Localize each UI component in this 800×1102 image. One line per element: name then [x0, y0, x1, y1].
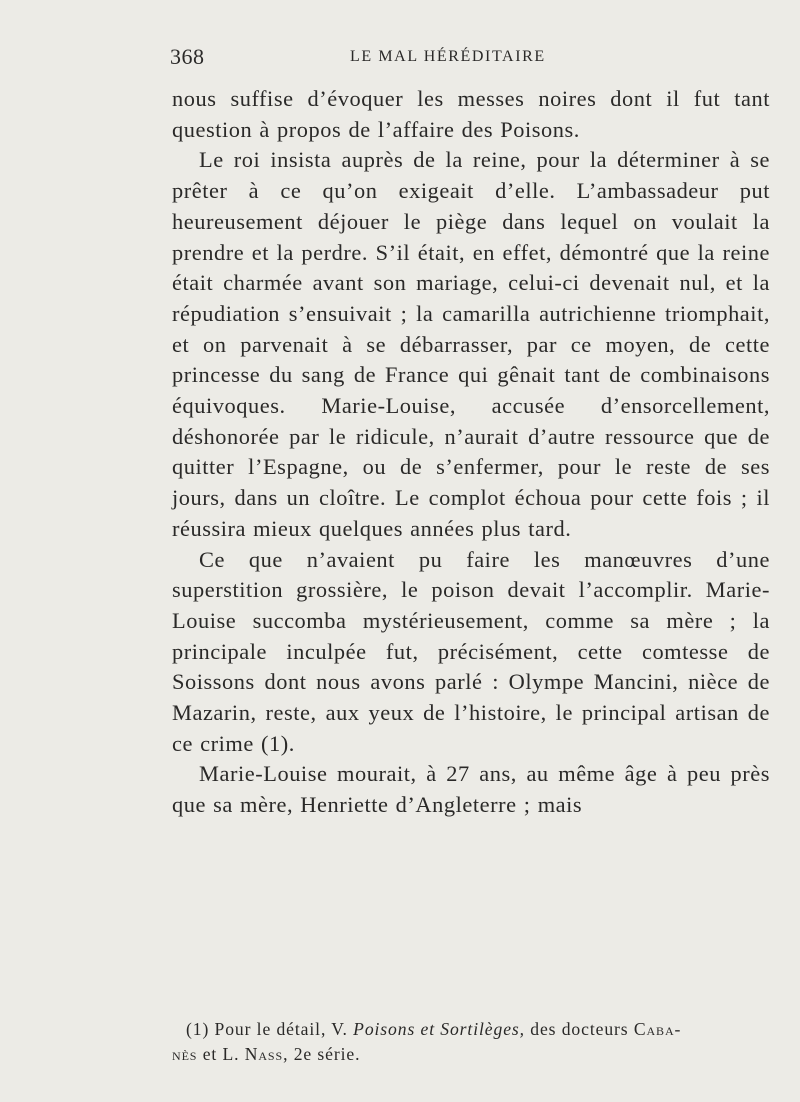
- running-title: LE MAL HÉRÉDITAIRE: [350, 48, 546, 65]
- page-number: 368: [170, 44, 205, 69]
- footnote-text-before: Pour le détail, V.: [214, 1019, 348, 1039]
- footnote-text-middle: des docteurs: [530, 1019, 629, 1039]
- footnote-author2: Nass,: [244, 1044, 289, 1064]
- footnote-author1-part1: Caba-: [633, 1019, 682, 1039]
- footnote-line-2: [172, 1042, 770, 1067]
- footnote-title: Poisons et Sortilèges,: [353, 1019, 525, 1039]
- footnote-marker: (1): [186, 1019, 210, 1039]
- page-header: [170, 44, 640, 76]
- paragraph-3: Ce que n’avaient pu faire les manœuvres d’une superstition grossière, le poison devait l’accomplir. Marie-Louise succomba mystérieusement, comme sa mère ; la principale inculpée fut, précisément, cette comtesse de Soissons dont nous avons parlé : Olympe Mancini, nièce de Mazarin, reste, aux yeux de l’histoire, le principal artisan de ce crime (1).: [172, 546, 770, 756]
- footnote: [172, 1017, 770, 1067]
- footnote-author1-part2: nès: [172, 1044, 198, 1064]
- footnote-text-after1: et L.: [202, 1044, 240, 1064]
- footnote-text-after2: 2e série.: [293, 1044, 361, 1064]
- body-text: [172, 84, 770, 821]
- footnote-line-1: [186, 1017, 770, 1042]
- paragraph-1: nous suffise d’évoquer les messes noires dont il fut tant question à propos de l’affaire des Poisons.: [172, 86, 770, 142]
- paragraph-4: Marie-Louise mourait, à 27 ans, au même âge à peu près que sa mère, Henriette d’Angleterre ; mais: [172, 761, 770, 818]
- paragraph-2: Le roi insista auprès de la reine, pour la déterminer à se prêter à ce qu’on exigeait d’elle. L’ambassadeur put heureusement déjouer le piège dans lequel on voulait la prendre et la perdre. S’il était, en effet, démontré que la reine était charmée avant son mariage, celui-ci devenait nul, et la répudiation s’ensuivait ; la camarilla autrichienne triomphait, et on parvenait à se débarrasser, par ce moyen, de cette princesse du sang de France qui gênait tant de combinaisons équivoques. Marie-Louise, accusée d’ensorcellement, déshonorée par le ridicule, n’aurait d’autre ressource que de quitter l’Espagne, ou de s’enfermer, pour le reste de ses jours, dans un cloître. Le complot échoua pour cette fois ; il réussira mieux quelques années plus tard.: [172, 147, 770, 541]
